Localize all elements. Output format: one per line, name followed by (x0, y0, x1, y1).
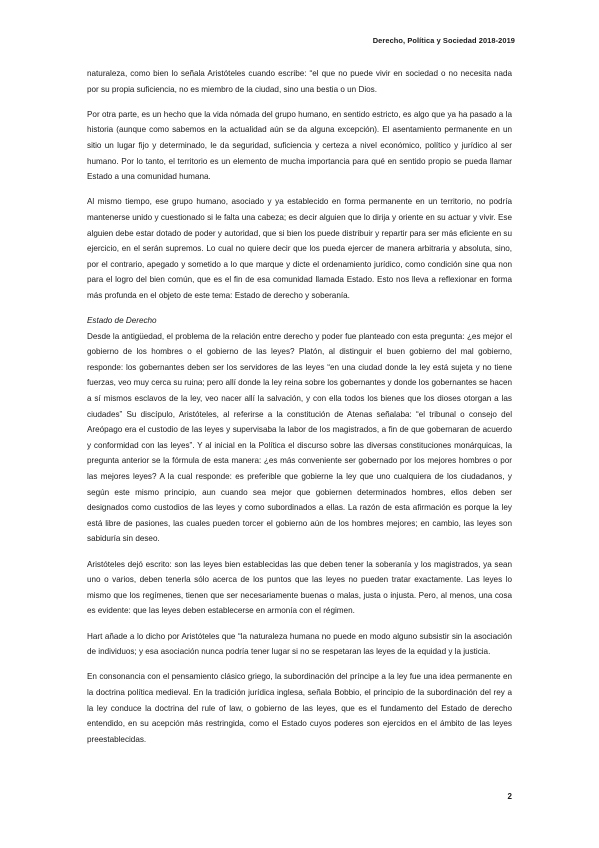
paragraph: Hart añade a lo dicho por Aristóteles que “la naturaleza humana no puede en modo alguno subsistir sin la asociación de individuos; y esa asociación nunca podría tener lugar si no se respetaran las leyes de la equidad y la justicia. (87, 631, 512, 657)
paragraph: En consonancia con el pensamiento clásico griego, la subordinación del príncipe a la ley fue una idea permanente en la doctrina política medieval. En la tradición jurídica inglesa, señala Bobbio, el principio de la subordinación del rey a la ley conduce la doctrina del rule of law, o gobierno de las leyes, que es el fundamento del Estado de derecho entendido, en su acepción más restringida, como el Estado cuyos poderes son ejercidos en el ámbito de las leyes preestablecidas. (87, 672, 512, 744)
section-heading: Estado de Derecho (87, 316, 157, 326)
paragraph: Por otra parte, es un hecho que la vida nómada del grupo humano, en sentido estricto, es algo que ya ha pasado a la historia (aunque como sabemos en la actualidad aún se da alguna excepción). El asentamiento permanente en un sitio un lugar fijo y determinado, le da seguridad, suficiencia y certeza a nivel económico, político y jurídico al ser humano. Por lo tanto, el territorio es un elemento de mucha importancia para qué en sentido propio se pueda llamar Estado a una comunidad humana. (87, 109, 512, 182)
page-number: 2 (507, 792, 512, 801)
running-header: Derecho, Política y Sociedad 2018-2019 (372, 36, 515, 45)
paragraph: naturaleza, como bien lo señala Aristóteles cuando escribe: “el que no puede vivir en sociedad o no necesita nada por su propia suficiencia, no es miembro de la ciudad, sino una bestia o un Dios. (87, 69, 512, 94)
paragraph: Al mismo tiempo, ese grupo humano, asociado y ya establecido en forma permanente en un territorio, no podría mantenerse unido y cuestionado si le falta una cabeza; es decir alguien que lo dirija y oriente en su actuar y vivir. Ese alguien debe estar dotado de poder y autoridad, que si bien los puede distribuir y repartir para ser más eficiente en su ejercicio, en el serán supremos. Lo cual no quiere decir que los pueda ejercer de manera arbitraria y absoluta, sino, por el contrario, apegado y sometido a lo que marque y dicte el ordenamiento jurídico, como condición sine qua non para el logro del bien común, que es el fin de esa comunidad llamada Estado. Esto nos lleva a reflexionar en forma más profunda en el objeto de este tema: Estado de derecho y soberanía. (87, 197, 512, 300)
paragraph: Aristóteles dejó escrito: son las leyes bien establecidas las que deben tener la soberanía y los magistrados, ya sean uno o varios, deben tenerla sólo acerca de los puntos que las leyes no pueden tratar exactamente. Las leyes lo mismo que los regímenes, tienen que ser necesariamente buenas o malas, justa o injusta. Pero, al menos, una cosa es evidente: que las leyes deben establecerse en armonía con el régimen. (87, 559, 512, 616)
paragraph: Desde la antigüedad, el problema de la relación entre derecho y poder fue planteado con esta pregunta: ¿es mejor el gobierno de los hombres o el gobierno de las leyes? Platón, al distinguir el buen gobierno del mal gobierno, responde: los gobernantes deben ser los servidores de las leyes “en una ciudad donde la ley está sujeta y no tiene fuerzas, veo muy cerca su ruina; pero allí donde la ley reina sobre los gobernantes y donde los gobernantes se hacen a sí mismos esclavos de la ley, veo nacer allí la salvación, y con ella todos los bienes que los dioses otorgan a las ciudades” Su discípulo, Aristóteles, al referirse a la constitución de Atenas señalaba: “el tribunal o consejo del Areópago era el custodio de las leyes y supervisaba la labor de los magistrados, a fin de que gobernaran de acuerdo y conformidad con las leyes”. Y al inicial en la Política el discurso sobre las diversas constituciones monárquicas, la pregunta anterior se la fórmula de esta manera: ¿es más conveniente ser gobernado por los mejores hombres o por las mejores leyes? A la cual responde: es preferible que gobierne la ley que uno cualquiera de los ciudadanos, y según este mismo principio, aun cuando sea mejor que gobiernen determinados hombres, ellos deben ser designados como custodios de las leyes y como subordinados a ellas. La razón de esta afirmación es porque la ley está libre de pasiones, las cuales pueden torcer el gobierno aún de los hombres mejores; en cambio, las leyes son sabiduría sin deseo. (87, 331, 512, 544)
document-body (87, 66, 512, 757)
